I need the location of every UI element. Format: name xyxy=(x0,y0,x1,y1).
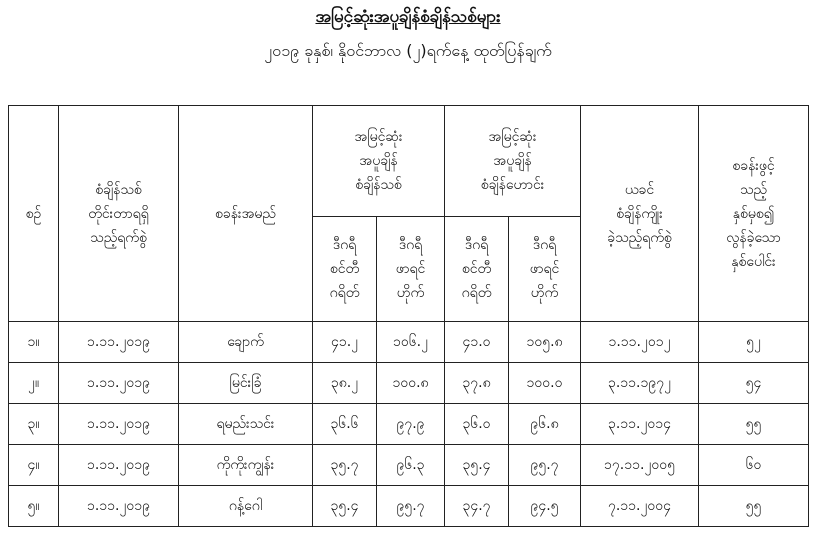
cell-new-fahrenheit: ၁၀၆.၂ xyxy=(377,322,445,363)
table-row xyxy=(9,404,809,445)
cell-old-fahrenheit: ၉၄.၅ xyxy=(509,486,581,527)
cell-old-fahrenheit: ၉၆.၈ xyxy=(509,404,581,445)
cell-station: ရမည်းသင်း xyxy=(179,404,313,445)
cell-record-date: ၁.၁၁.၂၀၁၉ xyxy=(59,363,179,404)
cell-old-celsius: ၃၅.၄ xyxy=(445,445,509,486)
header-old-celsius: ဒီဂရီ စင်တီ ဂရိတ် xyxy=(445,217,509,322)
cell-station: ကိုကိုးကျွန်း xyxy=(179,445,313,486)
cell-previous-date: ၇.၁၁.၂၀၀၄ xyxy=(581,486,699,527)
cell-previous-date: ၁၇.၁၁.၂၀၀၅ xyxy=(581,445,699,486)
cell-record-date: ၁.၁၁.၂၀၁၉ xyxy=(59,486,179,527)
table-row xyxy=(9,486,809,527)
header-years-since-opening: စခန်းဖွင့် သည့် နှစ်မှစ၍ လွန်ခဲ့သော နှစ်ပေါင်း xyxy=(699,106,809,322)
cell-serial: ၄။ xyxy=(9,445,59,486)
cell-old-celsius: ၃၄.၇ xyxy=(445,486,509,527)
cell-previous-date: ၃.၁၁.၂၀၁၄ xyxy=(581,404,699,445)
cell-old-celsius: ၄၁.၀ xyxy=(445,322,509,363)
cell-new-fahrenheit: ၉၅.၇ xyxy=(377,486,445,527)
header-old-fahrenheit: ဒီဂရီ ဖာရင် ဟိုက် xyxy=(509,217,581,322)
cell-old-fahrenheit: ၁၀၅.၈ xyxy=(509,322,581,363)
cell-station: ဂန့်ဂေါ xyxy=(179,486,313,527)
cell-old-fahrenheit: ၁၀၀.၀ xyxy=(509,363,581,404)
cell-station: မြင်းခြံ xyxy=(179,363,313,404)
cell-years: ၅၄ xyxy=(699,363,809,404)
cell-serial: ၃။ xyxy=(9,404,59,445)
cell-record-date: ၁.၁၁.၂၀၁၉ xyxy=(59,404,179,445)
table-row xyxy=(9,445,809,486)
cell-years: ၅၅ xyxy=(699,486,809,527)
header-station: စခန်းအမည် xyxy=(179,106,313,322)
cell-serial: ၁။ xyxy=(9,322,59,363)
header-new-fahrenheit: ဒီဂရီ ဖာရင် ဟိုက် xyxy=(377,217,445,322)
cell-old-celsius: ၃၇.၈ xyxy=(445,363,509,404)
temperature-records-table xyxy=(8,105,809,527)
cell-years: ၅၅ xyxy=(699,404,809,445)
cell-years: ၅၂ xyxy=(699,322,809,363)
cell-record-date: ၁.၁၁.၂၀၁၉ xyxy=(59,445,179,486)
cell-new-celsius: ၃၆.၆ xyxy=(313,404,377,445)
table-header-row xyxy=(9,106,809,217)
cell-record-date: ၁.၁၁.၂၀၁၉ xyxy=(59,322,179,363)
header-serial: စဉ် xyxy=(9,106,59,322)
cell-old-fahrenheit: ၉၅.၇ xyxy=(509,445,581,486)
cell-previous-date: ၃.၁၁.၁၉၇၂ xyxy=(581,363,699,404)
cell-new-celsius: ၄၁.၂ xyxy=(313,322,377,363)
header-new-record: အမြင့်ဆုံး အပူချိန် စံချိန်သစ် xyxy=(313,106,445,217)
cell-new-fahrenheit: ၉၆.၃ xyxy=(377,445,445,486)
table-row xyxy=(9,363,809,404)
table-row xyxy=(9,322,809,363)
document-subtitle: ၂၀၁၉ ခုနှစ်၊ နိုဝင်ဘာလ (၂)ရက်နေ့ ထုတ်ပြန်ချက် xyxy=(264,41,552,60)
cell-new-fahrenheit: ၉၇.၉ xyxy=(377,404,445,445)
cell-new-celsius: ၃၅.၇ xyxy=(313,445,377,486)
header-old-record: အမြင့်ဆုံး အပူချိန် စံချိန်ဟောင်း xyxy=(445,106,581,217)
document-title: အမြင့်ဆုံးအပူချိန်စံချိန်သစ်များ xyxy=(315,7,501,27)
cell-serial: ၅။ xyxy=(9,486,59,527)
header-record-date: စံချိန်သစ် တိုင်းတာရရှိ သည့်ရက်စွဲ xyxy=(59,106,179,322)
cell-new-celsius: ၃၈.၂ xyxy=(313,363,377,404)
cell-station: ချောက် xyxy=(179,322,313,363)
cell-old-celsius: ၃၆.၀ xyxy=(445,404,509,445)
header-previous-date: ယခင် စံချိန်ကျိုး ခဲ့သည့်ရက်စွဲ xyxy=(581,106,699,322)
header-new-celsius: ဒီဂရီ စင်တီ ဂရိတ် xyxy=(313,217,377,322)
cell-years: ၆၀ xyxy=(699,445,809,486)
cell-new-celsius: ၃၅.၄ xyxy=(313,486,377,527)
cell-new-fahrenheit: ၁၀၀.၈ xyxy=(377,363,445,404)
cell-previous-date: ၁.၁၁.၂၀၁၂ xyxy=(581,322,699,363)
cell-serial: ၂။ xyxy=(9,363,59,404)
